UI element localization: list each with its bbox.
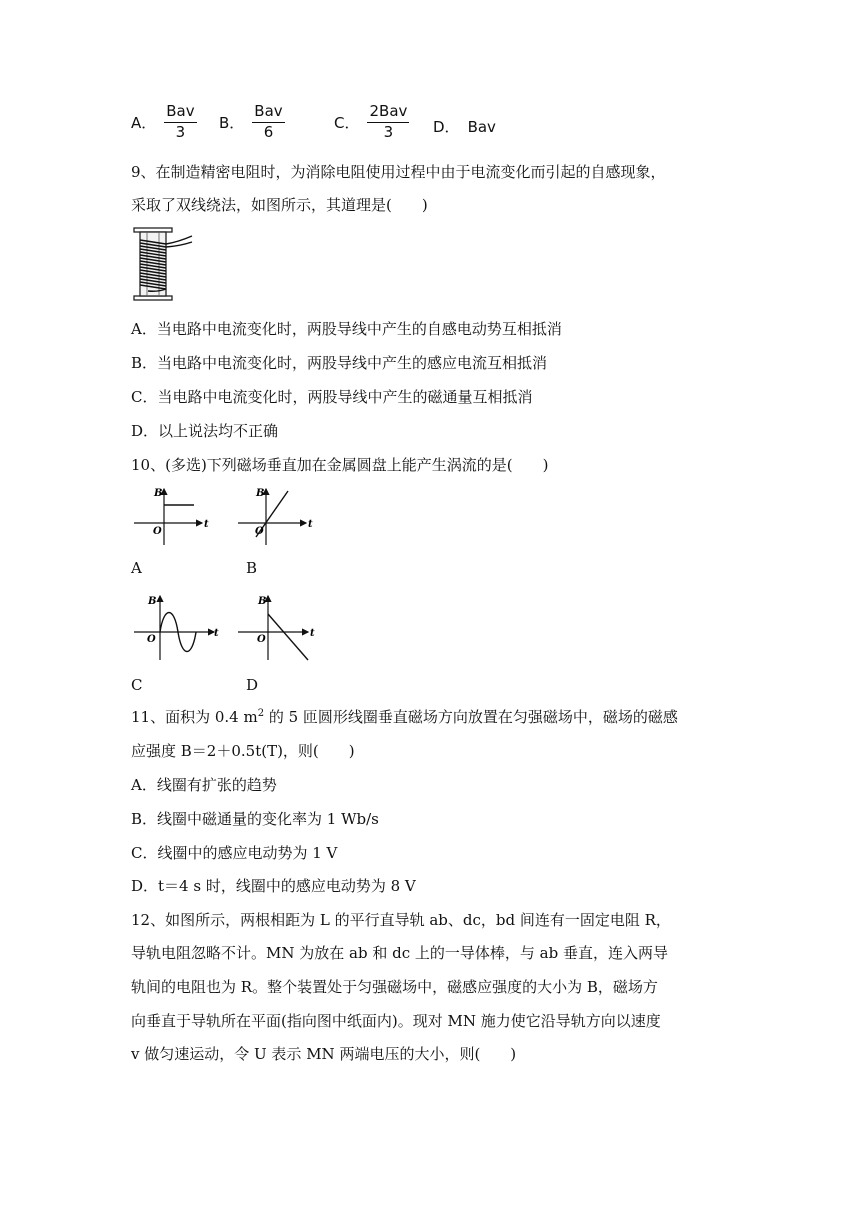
denominator: 3 [383,122,394,141]
q11-stem-part2: 的 5 匝圆形线圈垂直磁场方向放置在匀强磁场中，磁场的磁感 [264,708,678,726]
q9-option-a: A．当电路中电流变化时，两股导线中产生的自感电动势互相抵消 [131,320,562,338]
axis-label-x: t [310,628,315,639]
bifilar-coil-figure [128,226,196,304]
fraction [252,104,284,141]
q11-option-c: C．线圈中的感应电动势为 1 V [131,844,338,862]
q10-stem: 10、(多选)下列磁场垂直加在金属圆盘上能产生涡流的是( ) [131,456,549,474]
q11-area-exponent: 2 [257,708,265,719]
q9-option-c: C．当电路中电流变化时，两股导线中产生的磁通量互相抵消 [131,388,533,406]
q11-option-d: D．t＝4 s 时，线圈中的感应电动势为 8 V [131,877,416,895]
axis-label-y: B [256,488,265,499]
graph-b [238,485,318,547]
q8-option-d [433,116,496,137]
axis-label-y: B [148,596,157,607]
option-letter: A． [131,113,157,132]
q12-stem-line2: 导轨电阻忽略不计。MN 为放在 ab 和 dc 上的一导体棒，与 ab 垂直，连入两导 [131,944,668,962]
q8-option-b [219,104,285,141]
axis-label-x: t [308,519,313,530]
q12-stem-line3: 轨间的电阻也为 R。整个装置处于匀强磁场中，磁感应强度的大小为 B，磁场方 [131,978,658,996]
graph-d [238,592,326,662]
q9-stem-line2: 采取了双线绕法，如图所示，其道理是( ) [131,196,428,214]
origin-label: O [257,634,266,645]
q12-stem-line4: 向垂直于导轨所在平面(指向图中纸面内)。现对 MN 施力使它沿导轨方向以速度 [131,1012,661,1030]
q9-option-b: B．当电路中电流变化时，两股导线中产生的感应电流互相抵消 [131,354,548,372]
q12-stem-line5: v 做匀速运动，令 U 表示 MN 两端电压的大小，则( ) [131,1045,517,1063]
axis-label-y: B [154,488,163,499]
q11-stem-line2: 应强度 B＝2＋0.5t(T)，则( ) [131,742,355,760]
graph-label-a: A [131,559,142,577]
q11-stem-part1: 11、面积为 0.4 m [131,708,258,726]
numerator: Bav [252,104,284,123]
graph-c [134,592,222,662]
axis-label-x: t [204,519,209,530]
graph-label-b: B [246,559,258,577]
origin-label: O [147,634,156,645]
numerator: Bav [164,104,196,123]
q8-option-a [131,104,197,141]
q9-option-d: D．以上说法均不正确 [131,422,279,440]
axis-label-y: B [258,596,267,607]
q11-stem-line1 [131,706,678,727]
numerator: 2Bav [367,104,409,123]
q11-option-b: B．线圈中磁通量的变化率为 1 Wb/s [131,810,379,828]
fraction [164,104,196,141]
q12-stem-line1: 12、如图所示，两根相距为 L 的平行直导轨 ab、dc，bd 间连有一固定电阻 R， [131,911,671,929]
fraction [367,104,409,141]
q9-stem-line1: 9、在制造精密电阻时，为消除电阻使用过程中由于电流变化而引起的自感现象， [131,163,666,181]
q8-option-c [334,104,409,141]
option-letter: C． [334,113,360,132]
graph-a [134,485,214,547]
origin-label: O [255,526,264,537]
denominator: 6 [263,122,274,141]
axis-label-x: t [214,628,219,639]
origin-label: O [153,526,162,537]
option-letter: D． [433,118,460,136]
option-text: Bav [467,117,496,136]
q11-option-a: A．线圈有扩张的趋势 [131,776,277,794]
graph-label-d: D [246,676,259,694]
option-letter: B． [219,113,245,132]
graph-label-c: C [131,676,143,694]
denominator: 3 [175,122,186,141]
